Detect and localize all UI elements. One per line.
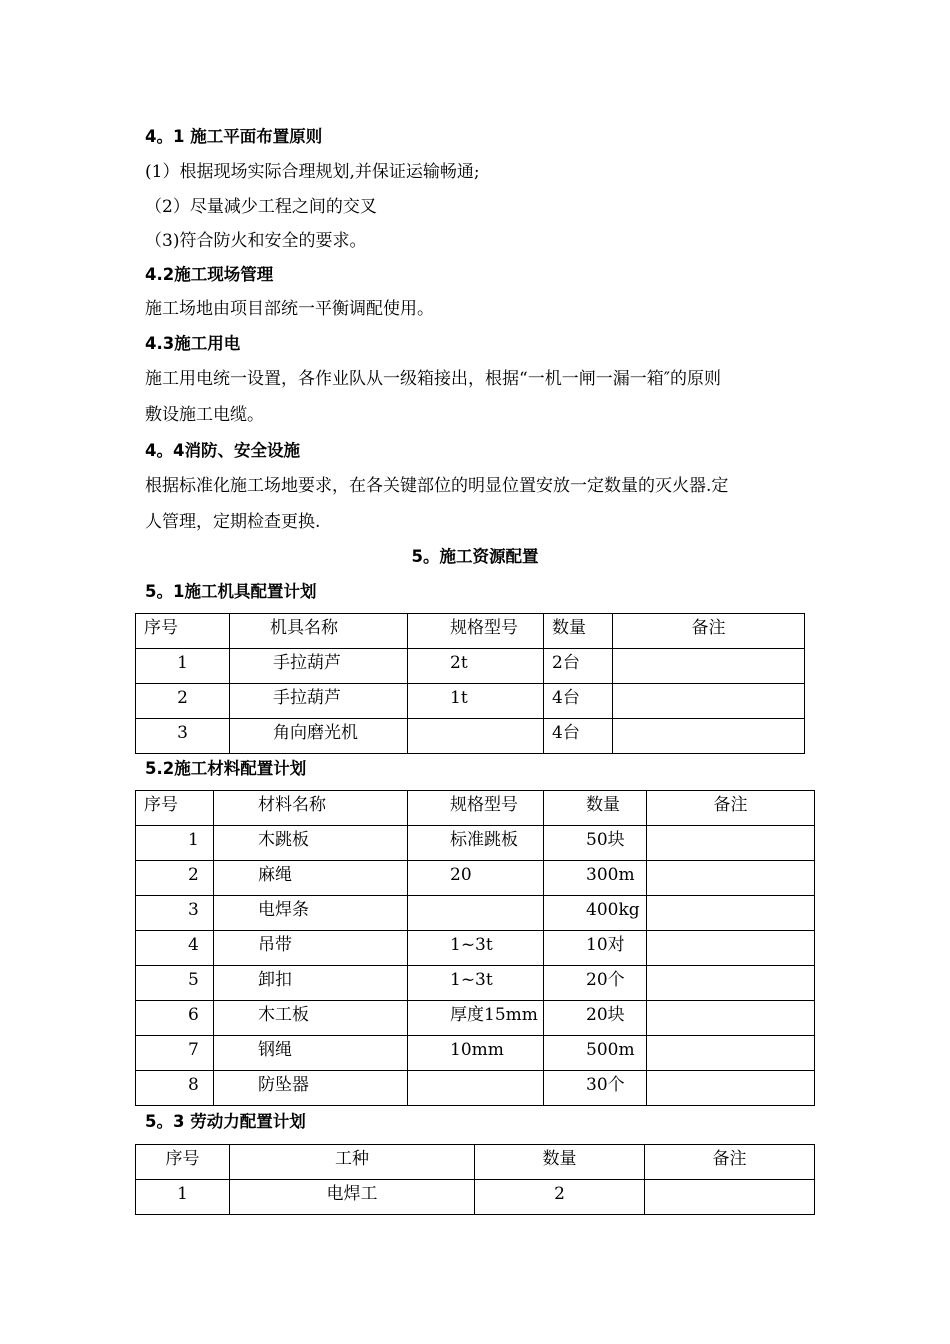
table-cell [647,1001,815,1036]
header-cell: 备注 [645,1145,815,1180]
table-header-row [136,614,805,649]
materials-table [135,790,815,1106]
table-cell: 角向磨光机 [230,719,408,754]
table-cell [647,931,815,966]
section-4-3-text-line-2: 敷设施工电缆。 [145,405,264,425]
table-row [136,966,815,1001]
table-cell: 2 [136,684,230,719]
table-cell: 4台 [544,719,613,754]
table-cell: 1 [136,649,230,684]
table-cell: 6 [136,1001,214,1036]
table-cell [408,719,544,754]
header-cell: 材料名称 [214,791,408,826]
labor-table [135,1144,815,1215]
section-4-2-text: 施工场地由项目部统一平衡调配使用。 [145,299,434,319]
section-4-4-text-line-2: 人管理，定期检查更换. [145,512,321,532]
header-cell: 序号 [136,614,230,649]
table-row [136,1001,815,1036]
table-cell: 7 [136,1036,214,1071]
table-cell [647,966,815,1001]
header-cell: 序号 [136,791,214,826]
header-cell: 数量 [475,1145,645,1180]
table-cell: 3 [136,896,214,931]
table-cell: 500m [544,1036,647,1071]
table-cell: 电焊工 [230,1180,475,1215]
table-cell: 吊带 [214,931,408,966]
table-row [136,1071,815,1106]
table-cell: 1 [136,826,214,861]
table-row [136,1180,815,1215]
equipment-table [135,613,805,754]
table-cell: 麻绳 [214,861,408,896]
table-cell: 木工板 [214,1001,408,1036]
section-4-4-text-line-1: 根据标准化施工场地要求，在各关键部位的明显位置安放一定数量的灭火器.定 [145,476,729,496]
table-cell: 1~3t [408,931,544,966]
section-4-1-item-2: （2）尽量减少工程之间的交叉 [145,197,377,217]
section-4-3-heading: 4.3施工用电 [145,334,241,353]
table-row [136,826,815,861]
section-4-1-item-3: （3)符合防火和安全的要求。 [145,231,367,251]
section-4-3-text-line-1: 施工用电统一设置，各作业队从一级箱接出，根据“一机一闸一漏一箱″的原则 [145,369,722,389]
table-cell: 30个 [544,1071,647,1106]
table-cell: 20块 [544,1001,647,1036]
table-row [136,1036,815,1071]
table-cell: 5 [136,966,214,1001]
table-cell: 卸扣 [214,966,408,1001]
table-cell [647,1036,815,1071]
header-cell: 序号 [136,1145,230,1180]
header-cell: 规格型号 [408,791,544,826]
table-cell [647,896,815,931]
table-row [136,896,815,931]
table-cell: 电焊条 [214,896,408,931]
table-cell: 标准跳板 [408,826,544,861]
section-4-2-heading: 4.2施工现场管理 [145,265,274,284]
table-header-row [136,1145,815,1180]
header-cell: 工种 [230,1145,475,1180]
table-cell: 4 [136,931,214,966]
section-5-3-heading: 5。3 劳动力配置计划 [145,1112,306,1131]
table-cell: 厚度15mm [408,1001,544,1036]
table-cell: 8 [136,1071,214,1106]
table-cell [647,826,815,861]
table-cell [645,1180,815,1215]
table-cell: 钢绳 [214,1036,408,1071]
table-row [136,684,805,719]
header-cell: 数量 [544,791,647,826]
table-cell: 3 [136,719,230,754]
table-cell [647,861,815,896]
table-cell: 2台 [544,649,613,684]
table-cell [647,1071,815,1106]
section-5-1-heading: 5。1施工机具配置计划 [145,582,317,601]
table-cell: 2 [475,1180,645,1215]
table-cell: 1~3t [408,966,544,1001]
table-row [136,931,815,966]
table-cell [613,719,805,754]
table-cell: 1 [136,1180,230,1215]
section-4-1-heading: 4。1 施工平面布置原则 [145,127,323,146]
table-cell: 20 [408,861,544,896]
table-cell: 防坠器 [214,1071,408,1106]
section-4-4-heading: 4。4消防、安全设施 [145,441,300,460]
section-4-1-item-1: (1）根据现场实际合理规划,并保证运输畅通; [145,162,480,182]
table-cell: 400kg [544,896,647,931]
table-cell: 木跳板 [214,826,408,861]
table-cell: 10对 [544,931,647,966]
section-5-heading: 5。施工资源配置 [411,547,539,566]
table-cell: 10mm [408,1036,544,1071]
table-cell: 1t [408,684,544,719]
table-cell: 手拉葫芦 [230,649,408,684]
header-cell: 规格型号 [408,614,544,649]
table-cell [613,649,805,684]
header-cell: 备注 [613,614,805,649]
section-5-2-heading: 5.2施工材料配置计划 [145,759,307,778]
table-row [136,861,815,896]
table-row [136,719,805,754]
table-cell: 4台 [544,684,613,719]
table-header-row [136,791,815,826]
header-cell: 机具名称 [230,614,408,649]
table-cell: 300m [544,861,647,896]
table-cell: 20个 [544,966,647,1001]
header-cell: 数量 [544,614,613,649]
table-row [136,649,805,684]
table-cell: 手拉葫芦 [230,684,408,719]
table-cell [408,1071,544,1106]
table-cell: 50块 [544,826,647,861]
table-cell: 2 [136,861,214,896]
table-cell [613,684,805,719]
header-cell: 备注 [647,791,815,826]
table-cell: 2t [408,649,544,684]
table-cell [408,896,544,931]
